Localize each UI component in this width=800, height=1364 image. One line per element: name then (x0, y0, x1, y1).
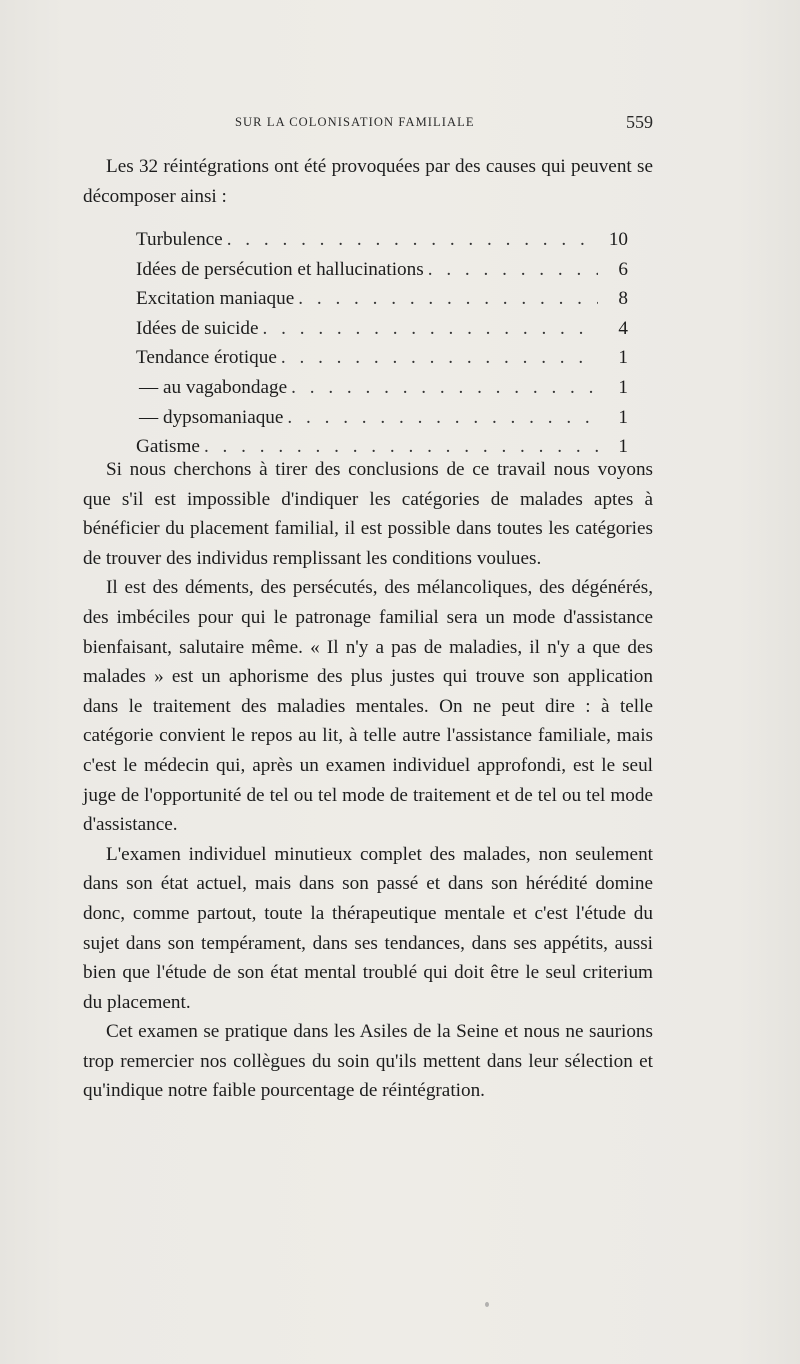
running-head: SUR LA COLONISATION FAMILIALE (235, 115, 475, 129)
cause-label: Tendance érotique (136, 347, 277, 369)
cause-row (136, 225, 628, 255)
cause-row (136, 284, 628, 314)
cause-count: 1 (618, 376, 628, 398)
leader-dots (424, 255, 598, 285)
cause-label: Idées de persécution et hallucinations (136, 258, 424, 280)
cause-count: 10 (608, 229, 628, 250)
page-number: 559 (626, 112, 653, 132)
cause-row (136, 373, 628, 403)
paragraph: Cet examen se pratique dans les Asiles de la Seine et nous ne saurions trop remercier nos collègues du soin qu'ils mettent dans leur sélection et qu'indique notre faible pourcentage de réintégration. (83, 1021, 653, 1102)
leader-dots (294, 284, 598, 314)
ink-speck (485, 1302, 489, 1307)
paragraph: L'examen individuel minutieux complet des malades, non seulement dans son état actuel, mais dans son passé et dans son hérédité domine donc, comme partout, toute la thérapeutique mentale et c'est l'étude du sujet dans son tempérament, dans ses tendances, dans ses appétits, aussi bien que l'étude de son état mental troublé qui doit être le seul criterium du placement. (83, 843, 653, 1013)
leader-dots (259, 314, 598, 344)
cause-count: 8 (618, 288, 628, 310)
cause-count: 4 (618, 317, 628, 339)
cause-label: Idées de suicide (136, 317, 259, 339)
intro-paragraph (83, 152, 653, 211)
body-text (83, 455, 653, 1106)
cause-row (136, 255, 628, 285)
leader-dots (283, 403, 598, 433)
paragraph: Il est des déments, des persécutés, des mélancoliques, des dégénérés, des imbéciles pour qui le patronage familial sera un mode d'assistance bienfaisant, salutaire même. « Il n'y a pas de maladies, il n'y a que des malades » est un aphorisme des plus justes qui trouve son application dans le traitement des maladies mentales. On ne peut dire : à telle catégorie convient le repos au lit, à telle autre l'assistance familiale, mais c'est le médecin qui, après un examen individuel approfondi, est le seul juge de l'opportunité de tel ou tel mode de traitement et de tel ou tel mode d'assistance. (83, 577, 653, 836)
cause-count: 6 (618, 258, 628, 280)
cause-label: Turbulence (136, 229, 223, 250)
cause-count: 1 (618, 436, 628, 458)
intro-text: Les 32 réintégrations ont été provoquées par des causes qui peuvent se décomposer ainsi : (83, 156, 653, 207)
cause-label: — dypsomaniaque (139, 406, 284, 428)
leader-dots (223, 225, 598, 255)
cause-row (136, 343, 628, 373)
leader-dots (287, 373, 598, 403)
cause-label: Excitation maniaque (136, 288, 295, 310)
leader-dots (277, 343, 598, 373)
page-header (83, 112, 653, 134)
cause-label: — au vagabondage (139, 376, 288, 398)
paragraph: Si nous cherchons à tirer des conclusions de ce travail nous voyons que s'il est impossible d'indiquer les catégories de malades aptes à bénéficier du placement familial, il est possible dans toutes les catégories de trouver des individus remplissant les conditions voulues. (83, 459, 653, 569)
cause-row (136, 403, 628, 433)
cause-row (136, 314, 628, 344)
cause-count: 1 (618, 347, 628, 369)
cause-count: 1 (618, 406, 628, 428)
causes-list (136, 225, 628, 462)
cause-label: Gatisme (136, 436, 200, 458)
